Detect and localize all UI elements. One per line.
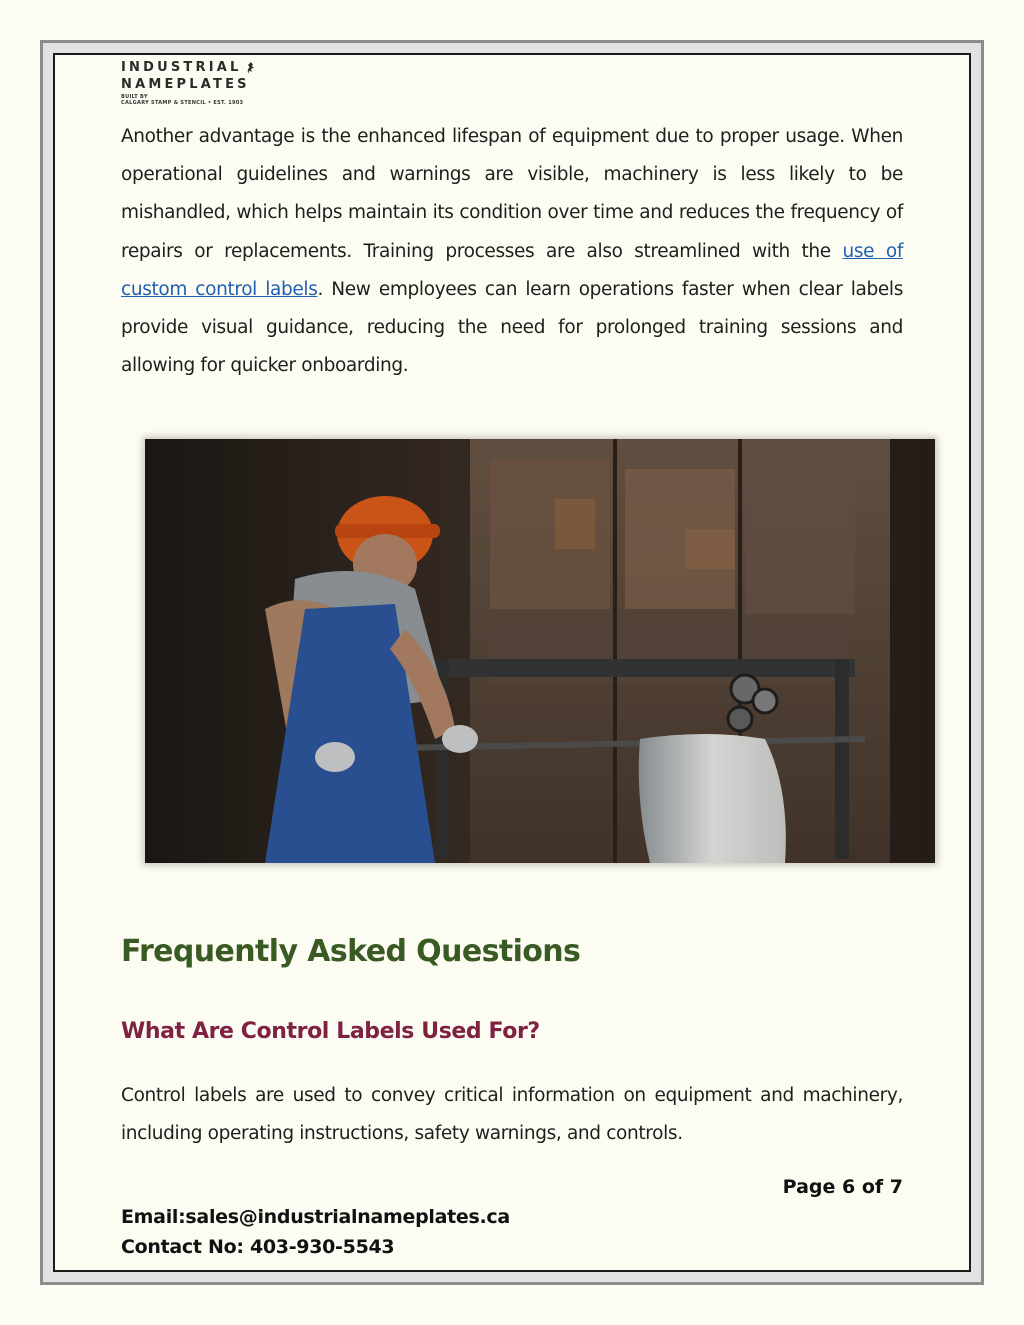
logo-line-1: INDUSTRIAL [121,60,242,75]
photo-illustration [145,439,935,863]
contact-email: Email:sales@industrialnameplates.ca [121,1206,510,1228]
logo-tagline: CALGARY STAMP & STENCIL • EST. 1903 [121,100,244,106]
custom-control-labels-link[interactable]: use of custom control labels [121,240,903,300]
logo-line-2: NAMEPLATES [121,77,250,92]
contact-phone: Contact No: 403-930-5543 [121,1236,395,1258]
page-number: Page 6 of 7 [782,1176,903,1198]
faq-heading: Frequently Asked Questions [121,934,581,969]
logo-built-by: BUILT BY [121,94,148,100]
faq-answer: Control labels are used to convey critical information on equipment and machinery, including operating instructions, safety warnings, and controls. [121,1085,903,1145]
maple-leaf-icon [243,61,255,75]
worker-machine-photo [145,439,935,863]
intro-text-end: . New employees can learn operations faster when clear labels provide visual guidance, reducing the need for prolonged training sessions and allowing for quicker onboarding. [121,278,904,377]
company-logo [121,60,271,112]
faq-question: What Are Control Labels Used For? [121,1019,540,1044]
intro-paragraph [121,118,903,385]
intro-text-start: Another advantage is the enhanced lifespan of equipment due to proper usage. When operational guidelines and warnings are visible, machinery is less likely to be mishandled, which helps maintain its condition over time and reduces the frequency of repairs or replacements. Training processes are also streamlined with the [121,126,903,262]
